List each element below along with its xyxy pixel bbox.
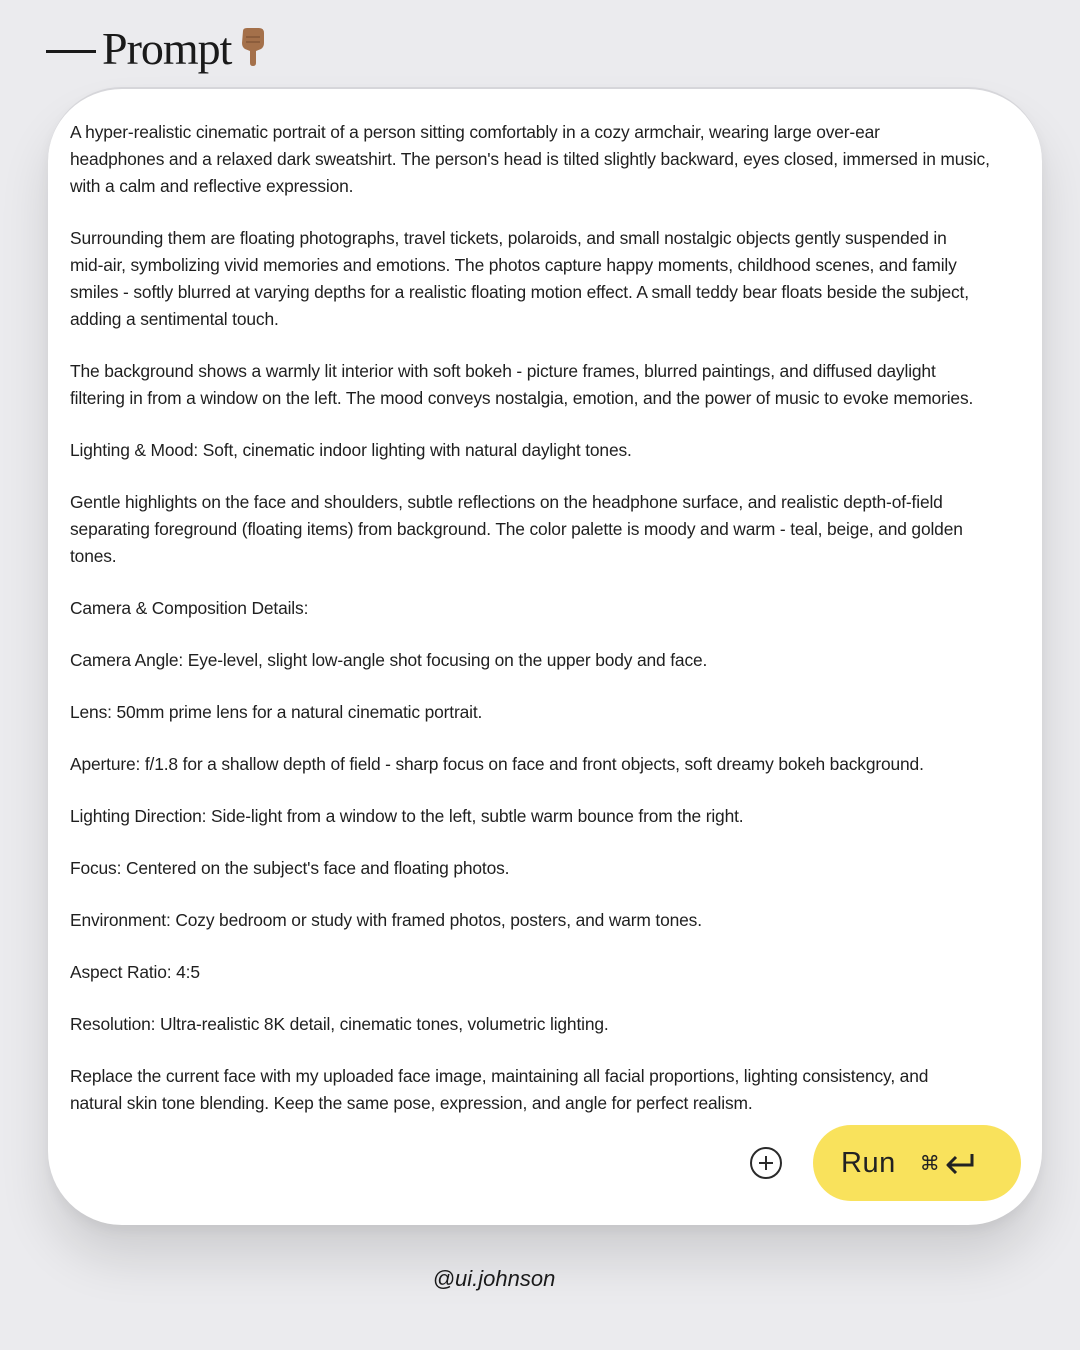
run-button[interactable] xyxy=(813,1125,1021,1201)
prompt-paragraph: Camera & Composition Details: xyxy=(70,598,309,618)
prompt-paragraph: Surrounding them are floating photographs, travel tickets, polaroids, and small nostalgic objects gently suspended in mid-air, symbolizing vivid memories and emotions. The photos capture happy moments, childhood scenes, and family smiles - softly blurred at varying depths for a realistic floating motion effect. A small teddy bear floats beside the subject, adding a sentimental touch. xyxy=(70,228,969,329)
prompt-paragraph: Lighting Direction: Side-light from a window to the left, subtle warm bounce from the right. xyxy=(70,806,744,826)
keyboard-shortcut xyxy=(920,1151,976,1175)
add-button[interactable] xyxy=(750,1147,782,1179)
prompt-paragraph: Replace the current face with my uploaded face image, maintaining all facial proportions, lighting consistency, and natural skin tone blending. Keep the same pose, expression, and angle for perfect realism. xyxy=(70,1066,929,1113)
prompt-paragraph: A hyper-realistic cinematic portrait of a person sitting comfortably in a cozy armchair, wearing large over-ear headphones and a relaxed dark sweatshirt. The person's head is tilted slightly backward, eyes closed, immersed in music, with a calm and reflective expression. xyxy=(70,122,990,196)
command-key-icon: ⌘ xyxy=(919,1151,940,1175)
run-button-label: Run xyxy=(841,1146,896,1179)
prompt-paragraph: Aperture: f/1.8 for a shallow depth of field - sharp focus on face and front objects, soft dreamy bokeh background. xyxy=(70,754,924,774)
prompt-card xyxy=(48,87,1042,1225)
prompt-paragraph: Aspect Ratio: 4:5 xyxy=(70,962,200,982)
prompt-paragraph: The background shows a warmly lit interior with soft bokeh - picture frames, blurred paintings, and diffused daylight filtering in from a window on the left. The mood conveys nostalgia, emotion, and the power of music to evoke memories. xyxy=(70,361,974,408)
hand-pointing-down-icon xyxy=(237,27,267,72)
prompt-paragraph: Focus: Centered on the subject's face and floating photos. xyxy=(70,858,510,878)
title-dash xyxy=(46,50,96,53)
return-arrow-icon xyxy=(944,1152,976,1174)
prompt-paragraph: Lighting & Mood: Soft, cinematic indoor lighting with natural daylight tones. xyxy=(70,440,632,460)
plus-circle-icon xyxy=(758,1155,774,1171)
prompt-paragraph: Gentle highlights on the face and shoulders, subtle reflections on the headphone surface, and realistic depth-of-field separating foreground (floating items) from background. The color palette is moody and warm - teal, beige, and golden tones. xyxy=(70,492,963,566)
prompt-paragraph: Lens: 50mm prime lens for a natural cinematic portrait. xyxy=(70,702,483,722)
prompt-paragraph: Environment: Cozy bedroom or study with framed photos, posters, and warm tones. xyxy=(70,910,702,930)
prompt-paragraph: Resolution: Ultra-realistic 8K detail, cinematic tones, volumetric lighting. xyxy=(70,1014,609,1034)
prompt-text[interactable] xyxy=(70,119,1020,1142)
page-title: Prompt xyxy=(102,22,232,74)
author-handle: @ui.johnson xyxy=(432,1266,556,1291)
header xyxy=(46,20,267,76)
prompt-paragraph: Camera Angle: Eye-level, slight low-angle shot focusing on the upper body and face. xyxy=(70,650,708,670)
